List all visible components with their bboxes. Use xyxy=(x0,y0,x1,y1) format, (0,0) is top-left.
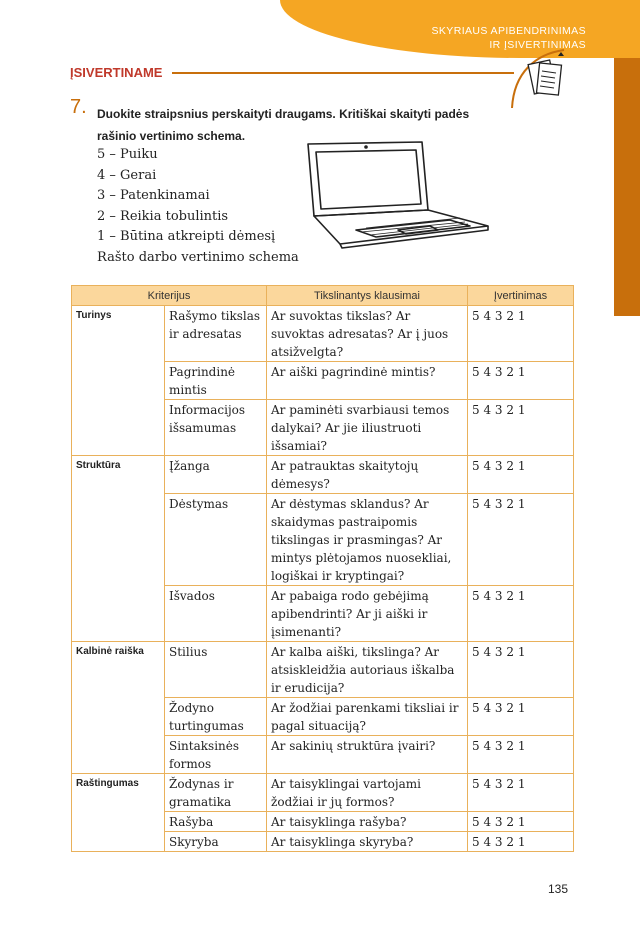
question-cell: Ar aiški pagrindinė mintis? xyxy=(267,362,468,400)
criterion-cell: Rašymo tikslas ir adresatas xyxy=(165,306,267,362)
table-row xyxy=(72,456,574,494)
criterion-cell: Išvados xyxy=(165,586,267,642)
score-cell: 5 4 3 2 1 xyxy=(468,306,574,362)
criterion-cell: Pagrindinė mintis xyxy=(165,362,267,400)
rubric-table xyxy=(71,285,574,852)
criterion-cell: Žodyno turtingumas xyxy=(165,698,267,736)
chapter-title-line1: SKYRIAUS APIBENDRINIMAS xyxy=(431,25,586,37)
scale-item: 2 – Reikia tobulintis xyxy=(97,208,229,224)
table-row xyxy=(72,774,574,812)
criterion-cell: Dėstymas xyxy=(165,494,267,586)
question-cell: Ar taisyklinga skyryba? xyxy=(267,832,468,852)
score-cell: 5 4 3 2 1 xyxy=(468,642,574,698)
criterion-cell: Skyryba xyxy=(165,832,267,852)
score-cell: 5 4 3 2 1 xyxy=(468,456,574,494)
table-header-row xyxy=(72,286,574,306)
criterion-cell: Rašyba xyxy=(165,812,267,832)
section-divider xyxy=(172,72,514,74)
laptop-illustration xyxy=(300,140,490,250)
task-instruction: Duokite straipsnius perskaityti draugams. Kritiškai skaityti padės rašinio vertinimo schema. xyxy=(97,107,470,143)
side-tab xyxy=(614,58,640,316)
chapter-banner xyxy=(280,0,640,58)
question-cell: Ar kalba aiški, tikslinga? Ar atsiskleidžia autoriaus iškalba ir erudicija? xyxy=(267,642,468,698)
question-cell: Ar paminėti svarbiausi temos dalykai? Ar jie iliustruoti išsamiai? xyxy=(267,400,468,456)
table-row xyxy=(72,306,574,362)
task-number: 7. xyxy=(70,96,87,118)
category-cell: Turinys xyxy=(72,306,165,456)
score-cell: 5 4 3 2 1 xyxy=(468,400,574,456)
chapter-title-line2: IR ĮSIVERTINIMAS xyxy=(489,39,586,51)
scale-item: 1 – Būtina atkreipti dėmesį xyxy=(97,229,276,244)
category-cell: Raštingumas xyxy=(72,774,165,852)
question-cell: Ar žodžiai parenkami tiksliai ir pagal situaciją? xyxy=(267,698,468,736)
criterion-cell: Sintaksinės formos xyxy=(165,736,267,774)
header-questions: Tikslinantys klausimai xyxy=(267,286,468,306)
question-cell: Ar taisyklingai vartojami žodžiai ir jų formos? xyxy=(267,774,468,812)
criterion-cell: Stilius xyxy=(165,642,267,698)
category-cell: Kalbinė raiška xyxy=(72,642,165,774)
header-criterion: Kriterijus xyxy=(72,286,267,306)
grading-scale xyxy=(97,145,299,268)
criterion-cell: Žodynas ir gramatika xyxy=(165,774,267,812)
score-cell: 5 4 3 2 1 xyxy=(468,736,574,774)
score-cell: 5 4 3 2 1 xyxy=(468,832,574,852)
score-cell: 5 4 3 2 1 xyxy=(468,698,574,736)
score-cell: 5 4 3 2 1 xyxy=(468,812,574,832)
scheme-title: Rašto darbo vertinimo schema xyxy=(97,249,299,265)
score-cell: 5 4 3 2 1 xyxy=(468,586,574,642)
scale-item: 4 – Gerai xyxy=(97,167,157,183)
scale-item: 5 – Puiku xyxy=(97,147,158,162)
header-rating: Įvertinimas xyxy=(468,286,574,306)
documents-icon xyxy=(506,46,576,110)
criterion-cell: Informacijos išsamumas xyxy=(165,400,267,456)
scale-item: 3 – Patenkinamai xyxy=(97,188,210,203)
question-cell: Ar pabaiga rodo gebėjimą apibendrinti? Ar ji aiški ir įsimenanti? xyxy=(267,586,468,642)
table-row xyxy=(72,642,574,698)
score-cell: 5 4 3 2 1 xyxy=(468,494,574,586)
question-cell: Ar sakinių struktūra įvairi? xyxy=(267,736,468,774)
section-title: ĮSIVERTINAME xyxy=(70,65,163,80)
criterion-cell: Įžanga xyxy=(165,456,267,494)
page-number: 135 xyxy=(548,882,569,896)
question-cell: Ar taisyklinga rašyba? xyxy=(267,812,468,832)
score-cell: 5 4 3 2 1 xyxy=(468,362,574,400)
score-cell: 5 4 3 2 1 xyxy=(468,774,574,812)
question-cell: Ar patrauktas skaitytojų dėmesys? xyxy=(267,456,468,494)
question-cell: Ar suvoktas tikslas? Ar suvoktas adresatas? Ar į juos atsižvelgta? xyxy=(267,306,468,362)
category-cell: Struktūra xyxy=(72,456,165,642)
question-cell: Ar dėstymas sklandus? Ar skaidymas pastraipomis tikslingas ir prasmingas? Ar mintys plėtojamos nuosekliai, logiškai ir kryptingai? xyxy=(267,494,468,586)
